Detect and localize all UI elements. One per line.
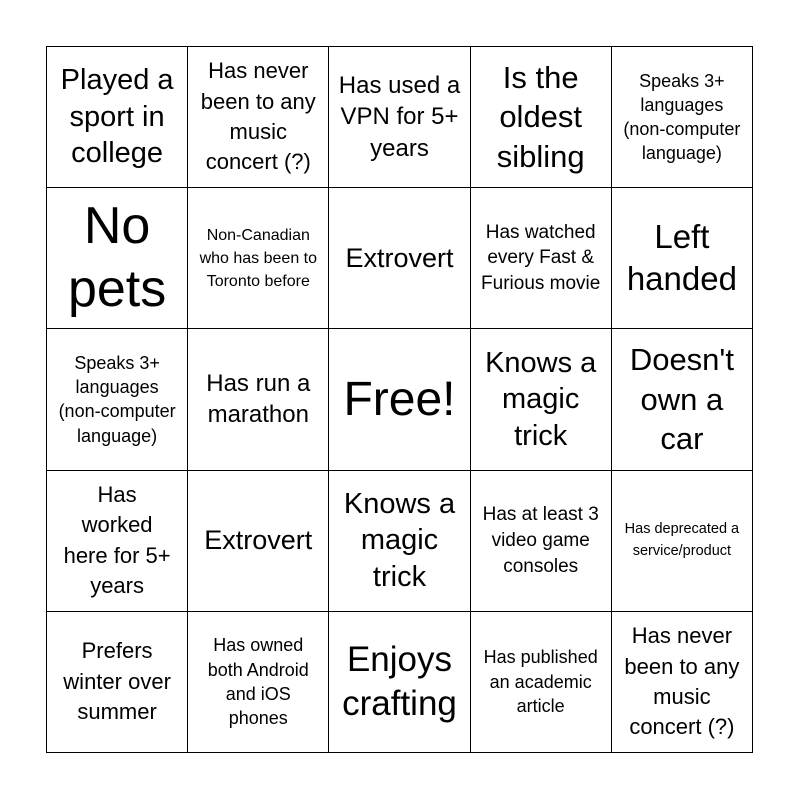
bingo-cell[interactable]: [47, 188, 188, 329]
cell-label: Has worked here for 5+ years: [63, 481, 171, 599]
bingo-cell[interactable]: [188, 47, 329, 188]
bingo-cell[interactable]: [612, 47, 753, 188]
cell-label: Has deprecated a service/product: [624, 520, 740, 559]
bingo-cell[interactable]: [471, 47, 612, 188]
bingo-cell[interactable]: [188, 329, 329, 470]
bingo-cell[interactable]: [471, 329, 612, 470]
bingo-cell[interactable]: [329, 471, 470, 612]
cell-label: Free!: [343, 372, 456, 426]
cell-label: Has used a VPN for 5+ years: [338, 71, 461, 162]
bingo-cell[interactable]: [188, 612, 329, 753]
bingo-board: [46, 46, 753, 753]
bingo-cell[interactable]: [47, 47, 188, 188]
bingo-cell[interactable]: [47, 612, 188, 753]
bingo-cell[interactable]: [329, 47, 470, 188]
bingo-cell[interactable]: [329, 188, 470, 329]
cell-label: Speaks 3+ languages (non-computer language): [623, 70, 741, 164]
bingo-cell[interactable]: [471, 188, 612, 329]
bingo-cell[interactable]: [47, 471, 188, 612]
cell-label: Has published an academic article: [483, 647, 598, 717]
cell-label: Left handed: [626, 218, 737, 298]
cell-label: Doesn't own a car: [629, 341, 734, 457]
cell-label: Speaks 3+ languages (non-computer language): [58, 352, 176, 446]
bingo-cell[interactable]: [329, 612, 470, 753]
bingo-cell[interactable]: [47, 329, 188, 470]
cell-label: Has run a marathon: [206, 369, 311, 429]
cell-label: Extrovert: [204, 525, 313, 556]
cell-label: Non-Canadian who has been to Toronto before: [199, 226, 317, 290]
bingo-cell[interactable]: [329, 329, 470, 470]
bingo-cell[interactable]: [612, 612, 753, 753]
cell-label: No pets: [67, 196, 167, 319]
cell-label: Has watched every Fast & Furious movie: [481, 221, 601, 295]
bingo-cell[interactable]: [188, 188, 329, 329]
bingo-cell[interactable]: [471, 612, 612, 753]
cell-label: Has owned both Android and iOS phones: [207, 635, 309, 729]
cell-label: Has never been to any music concert (?): [624, 623, 740, 740]
cell-label: Has at least 3 video game consoles: [482, 504, 599, 577]
bingo-cell[interactable]: [471, 471, 612, 612]
cell-label: Knows a magic trick: [343, 487, 456, 593]
cell-label: Enjoys crafting: [342, 639, 457, 723]
bingo-cell[interactable]: [612, 329, 753, 470]
cell-label: Extrovert: [345, 243, 454, 274]
cell-label: Knows a magic trick: [485, 346, 597, 452]
cell-label: Has never been to any music concert (?): [200, 58, 316, 175]
bingo-cell[interactable]: [188, 471, 329, 612]
cell-label: Is the oldest sibling: [496, 59, 585, 174]
bingo-cell[interactable]: [612, 188, 753, 329]
cell-label: Played a sport in college: [60, 64, 174, 170]
bingo-cell[interactable]: [612, 471, 753, 612]
cell-label: Prefers winter over summer: [63, 638, 171, 725]
